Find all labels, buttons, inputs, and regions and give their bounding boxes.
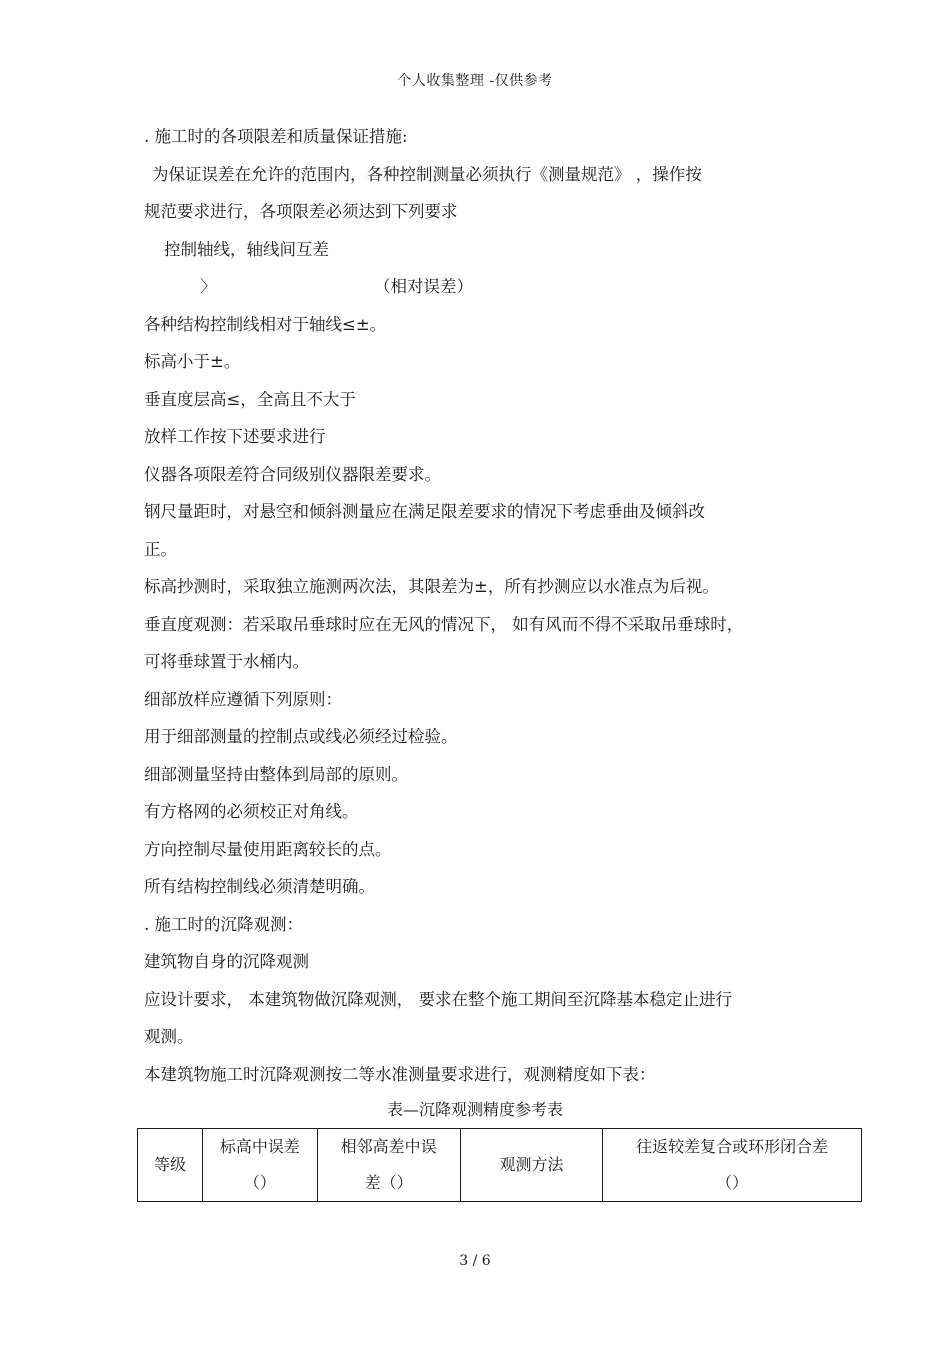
- paragraph-line: 为保证误差在允许的范围内，各种控制测量必须执行《测量规范》 ，操作按: [152, 164, 702, 184]
- tolerance-row: [144, 268, 804, 306]
- paragraph-line: 各种结构控制线相对于轴线≤±。: [144, 314, 387, 334]
- paragraph-line: 细部放样应遵循下列原则：: [144, 689, 342, 709]
- paragraph-line: 可将垂球置于水桶内。: [144, 652, 309, 671]
- paragraph-line: 规范要求进行，各项限差必须达到下列要求: [144, 202, 458, 221]
- table-header-cell: [603, 1129, 862, 1202]
- page-header: 个人收集整理 -仅供参考: [397, 73, 553, 89]
- paragraph-line: 放样工作按下述要求进行: [144, 427, 326, 446]
- page-number: 3 / 6: [459, 1253, 491, 1269]
- paragraph-line: 细部测量坚持由整体到局部的原则。: [144, 764, 408, 784]
- header-unit: （）: [243, 1173, 276, 1192]
- paragraph-line: 用于细部测量的控制点或线必须经过检验。: [144, 727, 458, 746]
- paragraph-line: 方向控制尽量使用距离较长的点。: [144, 839, 392, 859]
- paragraph-line: 垂直度层高≤，全高且不大于: [144, 389, 356, 409]
- paragraph-line: 建筑物自身的沉降观测: [144, 952, 309, 971]
- relative-error-label: （相对误差）: [374, 277, 473, 296]
- section-heading: . 施工时的沉降观测：: [144, 914, 303, 934]
- paragraph-line: 标高小于±。: [144, 352, 241, 371]
- paragraph-line: 钢尺量距时，对悬空和倾斜测量应在满足限差要求的情况下考虑垂曲及倾斜改: [144, 502, 705, 521]
- paragraph-line: 观测。: [144, 1027, 194, 1046]
- table-header-cell: [317, 1129, 460, 1202]
- paragraph-line: 标高抄测时，采取独立施测两次法，其限差为±，所有抄测应以水准点为后视。: [144, 577, 719, 596]
- header-text: 等级: [153, 1155, 186, 1174]
- paragraph-line: 垂直度观测：若采取吊垂球时应在无风的情况下， 如有风而不得不采取吊垂球时，: [144, 614, 744, 634]
- header-unit: 差（）: [364, 1173, 413, 1192]
- table-caption: 表—沉降观测精度参考表: [386, 1100, 563, 1119]
- paragraph-line: 正。: [144, 539, 177, 559]
- paragraph-line: 仪器各项限差符合同级别仪器限差要求。: [144, 464, 441, 484]
- header-text: 往返较差复合或环形闭合差: [636, 1137, 829, 1156]
- header-text: 相邻高差中误: [340, 1137, 437, 1156]
- table-header-cell: [460, 1129, 603, 1202]
- paragraph-line: 有方格网的必须校正对角线。: [144, 802, 359, 821]
- header-unit: （）: [716, 1173, 749, 1192]
- paragraph-line: 控制轴线，轴线间互差: [164, 239, 329, 259]
- paragraph-line: 本建筑物施工时沉降观测按二等水准测量要求进行，观测精度如下表：: [144, 1064, 656, 1084]
- table-header-cell: [138, 1129, 203, 1202]
- paragraph-line: 所有结构控制线必须清楚明确。: [144, 877, 375, 896]
- settlement-precision-table: [137, 1128, 862, 1202]
- table-header-cell: [202, 1129, 317, 1202]
- paragraph-line: 应设计要求， 本建筑物做沉降观测， 要求在整个施工期间至沉降基本稳定止进行: [144, 989, 732, 1009]
- section-heading: . 施工时的各项限差和质量保证措施:: [144, 127, 408, 146]
- table-header-row: [138, 1129, 862, 1202]
- greater-than-symbol: 〉: [200, 277, 217, 296]
- header-text: 观测方法: [499, 1155, 564, 1174]
- header-text: 标高中误差: [219, 1137, 300, 1156]
- document-body: [144, 118, 804, 1093]
